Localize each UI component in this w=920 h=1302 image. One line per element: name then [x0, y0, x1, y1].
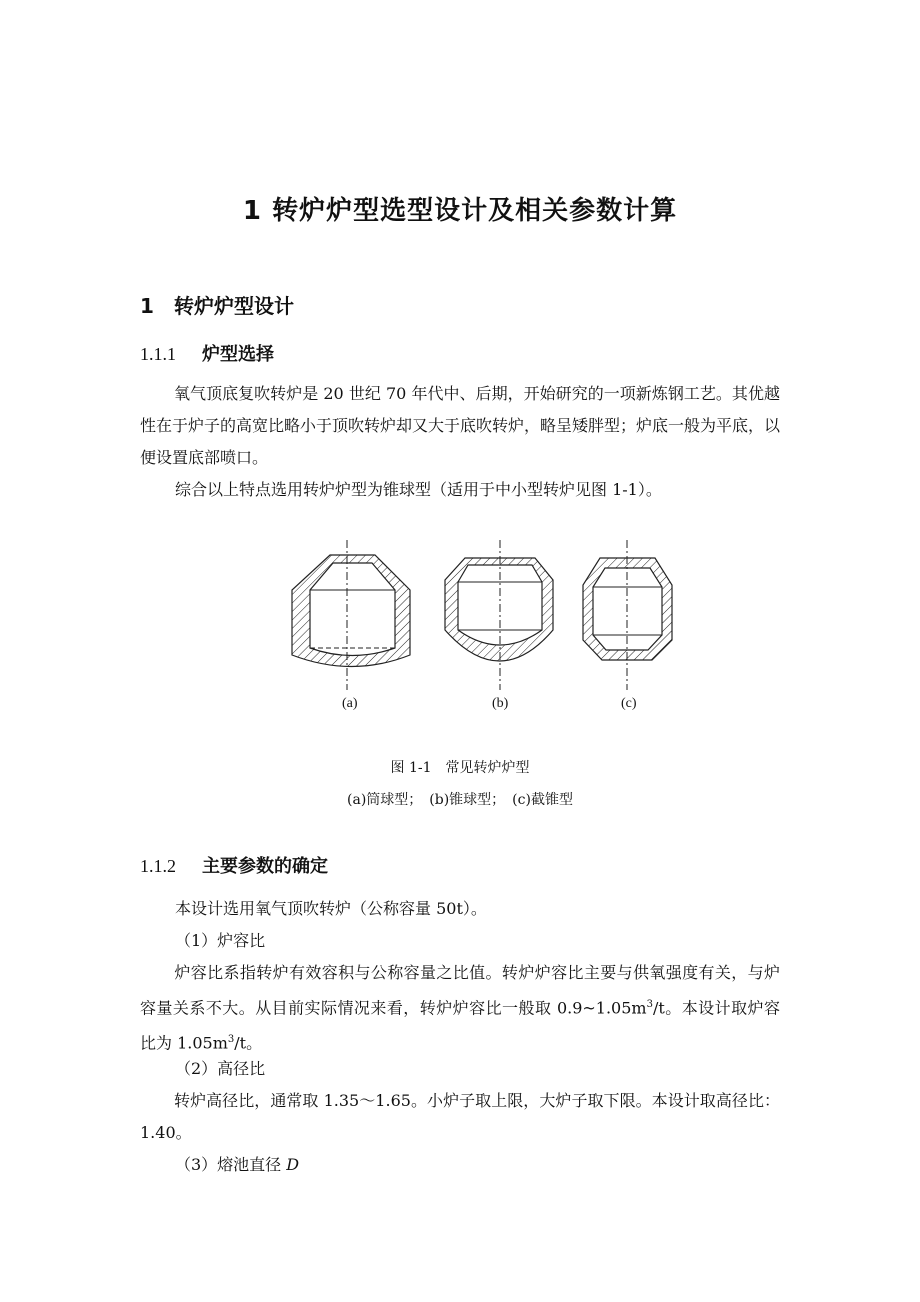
section-heading-1-1-1 — [140, 340, 274, 366]
paragraph-selection: 综合以上特点选用转炉炉型为锥球型（适用于中小型转炉见图 1-1）。 — [175, 480, 662, 499]
paragraph-intro — [140, 378, 780, 474]
converter-shapes-figure — [280, 530, 680, 720]
section-number: 1.1.2 — [140, 856, 176, 876]
converter-c-shape — [583, 540, 672, 690]
list-item-2: （2）高径比 — [175, 1059, 266, 1078]
paragraph-text: /t。 — [234, 1033, 263, 1053]
section-title: 炉型选择 — [202, 344, 274, 365]
figure-label-c: (c) — [621, 696, 637, 711]
section-number: 1 — [140, 294, 154, 318]
figure-subcaption: (a)筒球型； (b)锥球型； (c)截锥型 — [347, 792, 573, 808]
converter-b-shape — [445, 540, 553, 690]
superscript: 3 — [227, 1034, 235, 1046]
section-number: 1.1.1 — [140, 344, 176, 364]
paragraph-text: 炉容比系指转炉有效容积与公称容量之比值。转炉炉容比主要与供氧强度有关，与炉容量关系不大。从目前实际情况来看，转炉炉容比一般取 0.9~1.05m — [140, 963, 780, 1018]
list-item-text: （3）熔池直径 — [175, 1155, 287, 1174]
figure-caption: 图 1-1 常见转炉炉型 — [390, 760, 530, 776]
paragraph-volume-ratio — [140, 957, 780, 1060]
paragraph-text: 转炉高径比，通常取 1.35～1.65。小炉子取上限，大炉子取下限。本设计取高径比：1.40。 — [140, 1091, 780, 1142]
converter-a-shape — [292, 540, 410, 690]
section-heading-1 — [140, 290, 294, 319]
figure-label-b: (b) — [492, 696, 509, 711]
paragraph-text: 氧气顶底复吹转炉是 20 世纪 70 年代中、后期，开始研究的一项新炼钢工艺。其优越性在于炉子的高宽比略小于顶吹转炉却又大于底吹转炉，略呈矮胖型；炉底一般为平底，以便设置底部喷口。 — [140, 384, 781, 467]
page-title: 1 转炉炉型选型设计及相关参数计算 — [242, 196, 678, 226]
superscript: 3 — [646, 999, 653, 1010]
section-title: 主要参数的确定 — [202, 856, 328, 877]
paragraph-text: /t。本设计取炉容比为 1.05m — [140, 998, 780, 1053]
section-heading-1-1-2 — [140, 852, 328, 878]
list-item-1: （1）炉容比 — [175, 931, 266, 950]
variable-d: D — [286, 1155, 300, 1174]
figure-label-a: (a) — [342, 696, 358, 711]
paragraph-height-ratio — [140, 1085, 780, 1149]
section-title: 转炉炉型设计 — [174, 294, 294, 318]
list-item-3 — [175, 1149, 299, 1181]
paragraph-design-choice: 本设计选用氧气顶吹转炉（公称容量 50t）。 — [175, 899, 487, 918]
